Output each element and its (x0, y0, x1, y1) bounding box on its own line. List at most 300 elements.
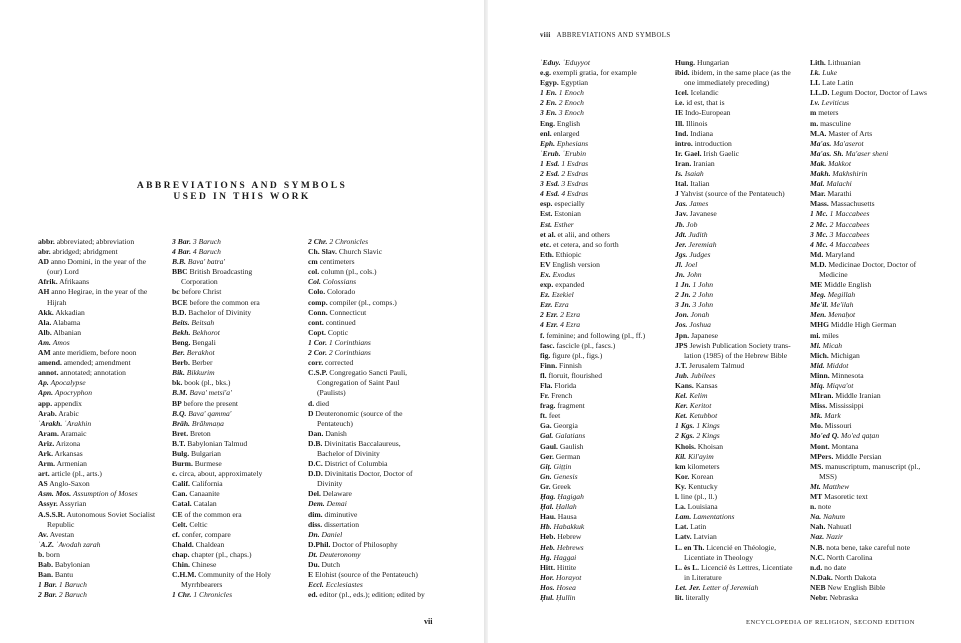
abbreviation-definition: Armenian (56, 459, 87, 469)
abbreviation-entry (540, 300, 674, 310)
abbreviation-term: f. (540, 330, 545, 340)
abbreviation-definition: chapter (pl., chaps.) (191, 549, 252, 559)
abbreviation-definition: Arabic (58, 408, 79, 418)
abbreviation-definition: born (46, 549, 60, 559)
abbreviation-term: Catal. (172, 499, 192, 509)
abbreviation-definition: Irish Gaelic (703, 148, 740, 158)
abbreviation-definition: 2 Chronicles (329, 237, 369, 246)
abbreviation-definition: Babylonian (54, 560, 90, 569)
abbreviation-entry (540, 593, 674, 603)
abbreviation-entry (810, 119, 950, 129)
abbreviation-entry (540, 250, 674, 260)
abbreviation-entry (540, 290, 674, 300)
abbreviation-definition: Nahum (823, 512, 846, 522)
abbreviation-term: Dan. (308, 428, 324, 438)
abbreviation-definition: note (818, 502, 832, 512)
abbreviation-entry (675, 179, 809, 189)
abbreviation-definition: Maryland (825, 249, 855, 259)
abbreviation-entry (38, 328, 172, 338)
abbreviation-term: Makh. (810, 169, 831, 179)
abbreviation-entry (675, 119, 809, 129)
abbreviation-entry (172, 247, 308, 257)
abbreviation-entry (308, 419, 456, 429)
abbreviation-entry (38, 540, 172, 550)
abbreviation-definition: Assyrian (59, 499, 87, 509)
abbreviation-term: m. (810, 118, 819, 128)
abbreviation-definition: editor (pl., eds.); edition; edited by (319, 590, 425, 600)
abbreviation-entry (38, 560, 172, 570)
abbreviation-term: ME (810, 280, 823, 290)
abbreviation-term: Est. (540, 219, 553, 229)
abbreviation-definition: Isaiah (684, 169, 704, 179)
abbreviation-definition: Apocryphon (54, 388, 93, 398)
abbreviation-term: esp. (540, 199, 553, 209)
abbreviation-definition: Jerusalem Talmud (689, 360, 745, 370)
abbreviation-definition: Republic (47, 519, 75, 529)
abbreviation-entry (38, 550, 172, 560)
abbreviation-entry (540, 209, 674, 219)
abbreviation-term: L. en Th. (675, 542, 705, 552)
abbreviation-definition: 2 Kings (696, 431, 720, 441)
abbreviation-definition: Lithuanian (827, 58, 861, 67)
abbreviation-term: Brāh. (172, 418, 190, 428)
abbreviation-term: N.C. (810, 552, 825, 562)
abbreviation-term: Bekh. (172, 327, 191, 337)
abbreviation-term: Akk. (38, 307, 54, 317)
abbreviation-definition: Ḥagigah (557, 492, 584, 502)
abbreviation-definition: Keritot (689, 401, 712, 411)
abbreviation-term: 1 Jn. (675, 280, 691, 290)
abbreviation-term: Heb. (540, 532, 556, 542)
abbreviation-definition: manuscriptum, manuscript (pl., (825, 461, 921, 471)
abbreviation-definition: Kentucky (688, 481, 718, 491)
abbreviation-definition: Esther (553, 219, 574, 229)
abbreviation-entry (675, 240, 809, 250)
abbreviation-term: lit. (675, 592, 684, 602)
abbreviation-entry (540, 361, 674, 371)
abbreviation-entry (540, 78, 674, 88)
abbreviation-term: IE (675, 108, 684, 118)
abbreviation-term: Khois. (675, 441, 696, 451)
abbreviation-entry (172, 287, 308, 297)
abbreviation-definition: Leviticus (821, 98, 849, 108)
abbreviation-entry (308, 237, 456, 247)
abbreviation-term: Fr. (540, 391, 550, 401)
abbreviation-definition: Giṭṭin (553, 461, 572, 471)
abbreviation-entry (540, 371, 674, 381)
abbreviation-term: Jub. (675, 370, 689, 380)
right-column-1 (540, 58, 674, 603)
abbreviation-definition: Megillah (827, 290, 856, 300)
abbreviation-entry (308, 409, 456, 419)
abbreviation-definition: Deuteronomic (source of the (315, 408, 403, 418)
abbreviation-entry (172, 348, 308, 358)
abbreviation-term: n.d. (810, 562, 823, 572)
abbreviation-definition: Ezra (554, 300, 569, 310)
abbreviation-definition: British Broadcasting (189, 267, 253, 277)
abbreviation-entry (38, 489, 172, 499)
abbreviation-definition: Divinitatis Doctor, Doctor of (324, 469, 413, 479)
abbreviation-definition: continued (325, 317, 356, 327)
abbreviation-entry (810, 240, 950, 250)
abbreviation-term: 1 Kgs. (675, 421, 695, 431)
abbreviation-entry (540, 532, 674, 542)
abbreviation-entry (810, 129, 950, 139)
abbreviation-term: CE (172, 509, 183, 519)
abbreviation-entry (308, 277, 456, 287)
abbreviation-definition: Ḥullin (556, 592, 576, 602)
abbreviation-term: Mt. (810, 481, 821, 491)
abbreviation-entry (675, 58, 809, 68)
abbreviation-entry (38, 388, 172, 398)
abbreviation-entry (38, 378, 172, 388)
abbreviation-entry (810, 472, 950, 482)
abbreviation-definition: Genesis (553, 471, 578, 481)
abbreviation-term: 1 En. (540, 88, 557, 98)
abbreviation-definition: Mississippi (829, 401, 864, 411)
abbreviation-term: 3 En. (540, 108, 557, 118)
abbreviation-entry (172, 368, 308, 378)
abbreviation-term: N.Dak. (810, 572, 833, 582)
abbreviation-term: Men. (810, 310, 827, 320)
abbreviation-entry (675, 320, 809, 330)
abbreviation-term: MPers. (810, 451, 834, 461)
abbreviation-definition: Daniel (321, 529, 343, 539)
abbreviation-term: Naz. (810, 532, 825, 542)
abbreviation-term: M.A. (810, 128, 827, 138)
abbreviation-term: Mass. (810, 199, 829, 209)
abbreviation-entry (172, 308, 308, 318)
abbreviation-definition: et cetera, and so forth (553, 239, 619, 249)
abbreviation-entry (308, 399, 456, 409)
abbreviation-entry (675, 220, 809, 230)
abbreviation-term: Ezr. (540, 300, 553, 310)
abbreviation-definition: (our) Lord (47, 267, 79, 277)
abbreviation-entry (540, 199, 674, 209)
abbreviation-term: JPS (675, 340, 688, 350)
abbreviation-definition: Latin (690, 522, 707, 532)
abbreviation-definition: 3 Maccabees (829, 229, 870, 239)
abbreviation-definition: Horayot (556, 572, 582, 582)
abbreviation-entry (810, 98, 950, 108)
abbreviation-entry (540, 573, 674, 583)
abbreviation-definition: Congregatio Sancti Pauli, (329, 368, 408, 378)
abbreviation-term: Ark. (38, 448, 53, 458)
abbreviation-term: MIran. (810, 391, 834, 401)
abbreviation-definition: 2 Enoch (558, 98, 584, 108)
abbreviation-term: Hg. (540, 552, 552, 562)
abbreviation-definition: 1 Corinthians (328, 337, 371, 347)
abbreviation-definition: Amos (52, 337, 70, 347)
abbreviation-term: LL (810, 78, 821, 88)
abbreviation-entry (38, 277, 172, 287)
abbreviation-entry (308, 308, 456, 318)
abbreviation-definition: 2 Esdras (561, 169, 589, 179)
abbreviation-entry (38, 409, 172, 419)
abbreviation-term: NEB (810, 582, 826, 592)
abbreviation-entry (810, 220, 950, 230)
abbreviation-term: Mar. (810, 189, 826, 199)
abbreviation-entry (675, 553, 809, 563)
abbreviation-entry (172, 499, 308, 509)
abbreviation-definition: Alabama (52, 317, 81, 327)
abbreviation-definition: before Christ (181, 287, 222, 297)
abbreviation-entry (38, 429, 172, 439)
abbreviation-entry (540, 139, 674, 149)
abbreviation-definition: Lamentations (693, 512, 735, 522)
abbreviation-term: Hos. (540, 582, 555, 592)
page-number-right: viii (540, 32, 551, 39)
abbreviation-term: Colo. (308, 287, 326, 297)
abbreviation-term: Ky. (675, 481, 687, 491)
abbreviation-definition: Louisiana (687, 502, 718, 512)
abbreviation-definition: Church Slavic (338, 247, 383, 257)
abbreviation-term: AS (38, 479, 48, 489)
abbreviation-definition: Berber (191, 358, 213, 368)
abbreviation-entry (540, 189, 674, 199)
abbreviation-term: L. ès L. (675, 562, 700, 572)
abbreviation-term: Giṭ. (540, 461, 552, 471)
abbreviation-definition: Congregation of Saint Paul (317, 378, 400, 388)
abbreviation-entry (540, 492, 674, 502)
abbreviation-definition: Estonian (554, 209, 581, 219)
abbreviation-term: Mal. (810, 179, 825, 189)
abbreviation-definition: Nazir (826, 532, 843, 542)
abbreviation-entry (675, 310, 809, 320)
abbreviation-term: etc. (540, 239, 552, 249)
abbreviation-entry (172, 560, 308, 570)
abbreviation-definition: Korean (691, 471, 714, 481)
abbreviation-term: Ind. (675, 128, 689, 138)
abbreviation-entry (810, 88, 950, 98)
abbreviation-definition: Connecticut (329, 307, 367, 317)
abbreviation-term: Aram. (38, 428, 59, 438)
abbreviation-definition: Licencié en Théologie, (706, 542, 776, 552)
abbreviation-term: D.D. (308, 469, 323, 479)
abbreviation-entry (308, 439, 456, 449)
running-header (540, 32, 671, 39)
abbreviation-definition: Bava' batra' (187, 257, 226, 267)
abbreviation-entry (308, 348, 456, 358)
abbreviation-entry (308, 590, 456, 600)
abbreviation-entry (540, 220, 674, 230)
abbreviation-definition: Habakkuk (553, 522, 585, 532)
abbreviation-definition: Middle Persian (835, 451, 882, 461)
abbreviation-definition: 1 Enoch (558, 88, 584, 98)
abbreviation-term: annot. (38, 368, 59, 378)
abbreviation-entry (810, 512, 950, 522)
abbreviation-entry (540, 280, 674, 290)
abbreviation-definition: Late Latin (822, 78, 854, 88)
abbreviation-entry (38, 570, 172, 580)
abbreviation-entry (172, 388, 308, 398)
abbreviation-term: n. (810, 502, 817, 512)
abbreviation-definition: Mo'ed qaṭan (841, 431, 880, 441)
abbreviation-definition: article (pl., arts.) (51, 469, 102, 479)
abbreviation-definition: diminutive (324, 509, 358, 519)
abbreviation-term: Lk. (810, 68, 821, 78)
abbreviation-entry (172, 489, 308, 499)
abbreviation-term: e.g. (540, 68, 551, 78)
abbreviation-term: B.Q. (172, 408, 187, 418)
abbreviation-entry (172, 540, 308, 550)
abbreviation-term: Jdt. (675, 229, 687, 239)
abbreviation-term: Lith. (810, 58, 826, 67)
abbreviation-term: Ga. (540, 421, 552, 431)
abbreviation-definition: North Dakota (834, 572, 877, 582)
abbreviation-term: MHG (810, 320, 829, 330)
abbreviation-definition: Italian (690, 179, 710, 189)
abbreviation-entry (810, 482, 950, 492)
abbreviation-definition: Micah (822, 340, 843, 350)
abbreviation-term: cont. (308, 317, 324, 327)
abbreviation-term: enl. (540, 128, 552, 138)
abbreviation-definition: line (pl., ll.) (680, 492, 717, 502)
abbreviation-term: 1 Esd. (540, 158, 560, 168)
abbreviation-definition: MSS) (819, 471, 837, 481)
abbreviation-term: Ger. (540, 451, 554, 461)
abbreviation-entry (540, 472, 674, 482)
abbreviation-entry (675, 98, 809, 108)
abbreviation-entry (810, 169, 950, 179)
abbreviation-definition: Hausa (557, 512, 577, 522)
abbreviation-definition: Egyptian (560, 78, 589, 88)
abbreviation-definition: fragment (557, 401, 585, 411)
abbreviation-definition: Divinitatis Baccalaureus, (324, 438, 401, 448)
abbreviation-term: 2 Chr. (308, 237, 328, 246)
abbreviation-definition: Marathi (827, 189, 852, 199)
abbreviation-definition: Florida (554, 381, 577, 390)
abbreviation-definition: Corporation (181, 277, 218, 287)
abbreviation-entry (172, 510, 308, 520)
abbreviation-definition: New English Bible (827, 582, 886, 592)
abbreviation-entry (540, 240, 674, 250)
abbreviation-entry (675, 573, 809, 583)
abbreviation-definition: Brāhmaṇa (191, 418, 224, 428)
abbreviation-term: Mo'ed Q. (810, 431, 840, 441)
abbreviation-term: Beits. (172, 317, 190, 327)
abbreviation-term: 1 Bar. (38, 580, 57, 590)
abbreviation-term: Nebr. (810, 592, 828, 602)
abbreviation-term: Jas. (675, 199, 688, 209)
abbreviation-term: A.S.S.R. (38, 509, 66, 519)
abbreviation-definition: Haggai (553, 552, 577, 562)
abbreviation-definition: 3 Baruch (192, 237, 221, 246)
abbreviation-definition: Bantu (54, 570, 74, 580)
abbreviation-definition: Avestan (49, 529, 75, 539)
abbreviation-definition: expanded (555, 280, 585, 290)
abbreviation-term: Is. (675, 169, 683, 179)
abbreviation-definition: amended; amendment (63, 358, 131, 368)
abbreviation-entry (172, 237, 308, 247)
abbreviation-entry (810, 532, 950, 542)
abbreviation-term: Ariz. (38, 438, 55, 448)
abbreviation-entry (308, 570, 456, 580)
abbreviation-entry (675, 270, 809, 280)
abbreviation-definition: Japanese (691, 330, 719, 340)
abbreviation-definition: Albanian (53, 327, 82, 337)
abbreviation-term: 3 Mc. (810, 229, 828, 239)
abbreviation-entry (810, 421, 950, 431)
abbreviation-term: dim. (308, 509, 323, 519)
abbreviation-definition: Bengali (192, 337, 216, 347)
abbreviation-definition: lation (1985) of the Hebrew Bible (684, 350, 788, 360)
abbreviation-term: B.M. (172, 388, 188, 398)
abbreviation-definition: Kelim (689, 391, 708, 401)
abbreviation-term: Dt. (308, 549, 318, 559)
abbreviation-term: Kor. (675, 471, 690, 481)
abbreviation-term: Ap. (38, 378, 49, 388)
abbreviation-definition: no date (824, 562, 847, 572)
abbreviation-definition: miles (822, 330, 839, 340)
abbreviation-entry (38, 348, 172, 358)
abbreviation-term: AD (38, 257, 49, 267)
abbreviation-entry (172, 277, 308, 287)
abbreviation-definition: Kil'ayim (688, 451, 714, 461)
abbreviation-entry (540, 583, 674, 593)
abbreviation-term: ʿEduy. (540, 58, 561, 67)
abbreviation-entry (675, 169, 809, 179)
abbreviation-entry (675, 482, 809, 492)
abbreviation-term: Lam. (675, 512, 692, 522)
abbreviation-definition: ʿArakhin (64, 418, 92, 428)
abbreviation-term: LL.D. (810, 88, 830, 98)
abbreviation-definition: Indiana (690, 128, 713, 138)
abbreviation-definition: figure (pl., figs.) (552, 350, 603, 360)
abbreviation-definition: Javanese (689, 209, 717, 219)
abbreviation-term: 1 Mc. (810, 209, 828, 219)
abbreviation-entry (810, 563, 950, 573)
abbreviation-entry (810, 230, 950, 240)
abbreviation-definition: English (556, 118, 581, 128)
abbreviation-entry (540, 512, 674, 522)
abbreviation-entry (810, 411, 950, 421)
abbreviation-definition: Joshua (689, 320, 711, 330)
abbreviation-entry (675, 68, 809, 78)
abbreviation-entry (172, 449, 308, 459)
abbreviation-entry (675, 341, 809, 351)
abbreviation-term: Minn. (810, 370, 830, 380)
abbreviation-term: J (675, 189, 679, 199)
abbreviation-definition: abridged; abridgment (52, 247, 118, 257)
abbreviation-entry (675, 371, 809, 381)
abbreviation-term: Nah. (810, 522, 826, 532)
abbreviation-definition: Jonah (690, 310, 710, 320)
abbreviation-definition: Icelandic (690, 88, 719, 98)
abbreviation-entry (38, 247, 172, 257)
abbreviation-definition: Menaḥot (828, 310, 856, 320)
abbreviation-entry (540, 129, 674, 139)
abbreviation-entry (172, 358, 308, 368)
abbreviation-entry (810, 270, 950, 280)
abbreviation-entry (810, 179, 950, 189)
abbreviation-term: EV (540, 259, 551, 269)
abbreviation-entry (38, 399, 172, 409)
abbreviation-definition: Greek (552, 481, 571, 491)
abbreviation-definition: Demai (326, 499, 347, 509)
abbreviation-entry (675, 381, 809, 391)
abbreviation-term: Hor. (540, 572, 555, 582)
abbreviation-entry (675, 442, 809, 452)
abbreviation-term: Beng. (172, 337, 191, 347)
abbreviation-definition: Apocalypse (50, 378, 86, 388)
abbreviation-definition: Indo-European (684, 108, 731, 118)
abbreviation-definition: meters (818, 108, 839, 118)
abbreviation-term: Gn. (540, 471, 552, 481)
abbreviation-definition: 2 Baruch (58, 590, 87, 600)
abbreviation-term: Dn. (308, 529, 320, 539)
abbreviation-entry (675, 88, 809, 98)
